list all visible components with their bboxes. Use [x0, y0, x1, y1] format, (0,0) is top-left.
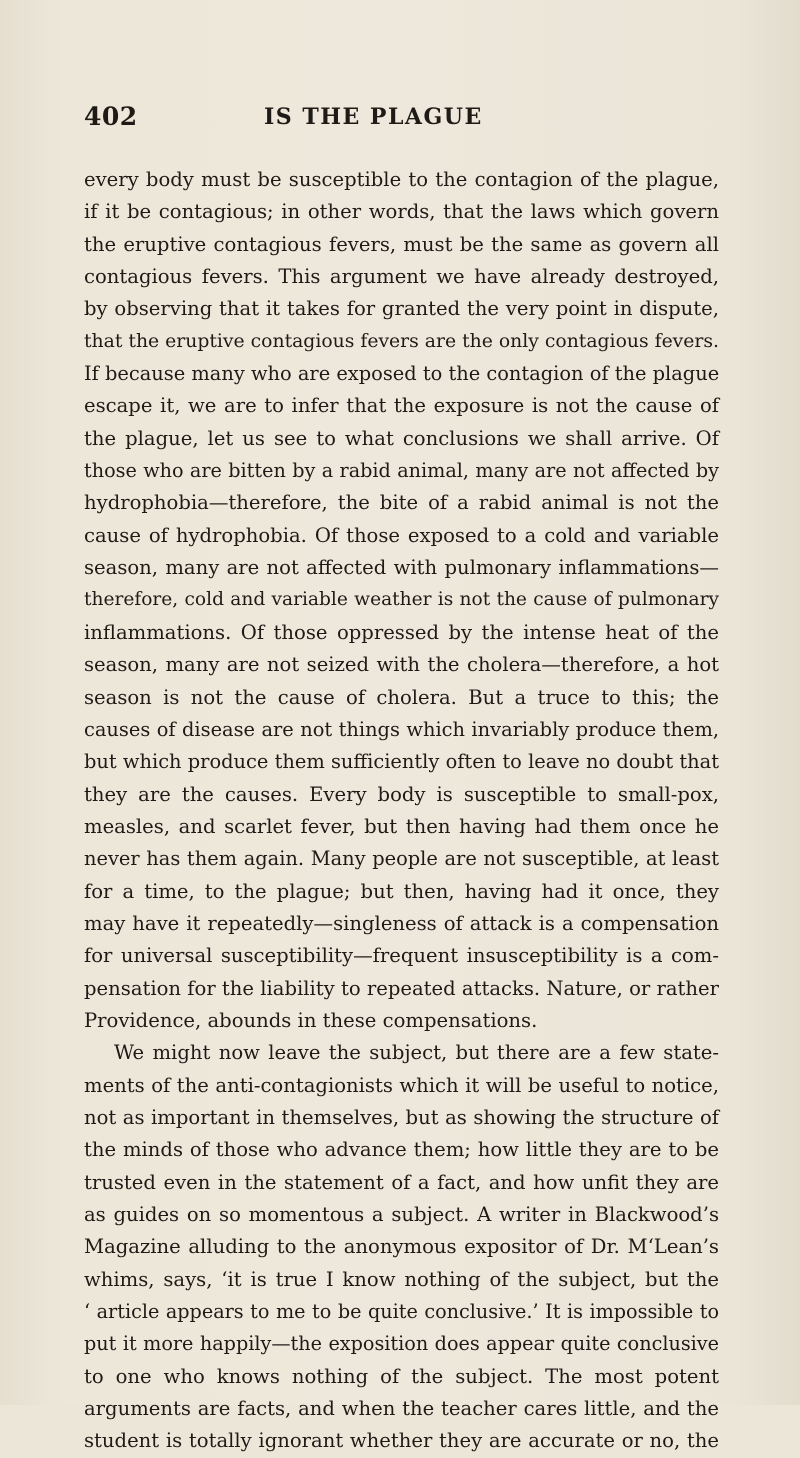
text-line: by observing that it takes for granted the very point in dispute, [84, 297, 719, 321]
body-text [84, 164, 719, 1458]
text-line: to one who knows nothing of the subject. The most potent [84, 1364, 719, 1388]
text-line: inflammations. Of those oppressed by the intense heat of the [84, 620, 719, 644]
text-line: for a time, to the plague; but then, having had it once, they [84, 879, 719, 903]
text-line: trusted even in the statement of a fact, and how unfit they are [84, 1170, 719, 1194]
text-line: pensation for the liability to repeated attacks. Nature, or rather [84, 976, 719, 1000]
running-head: IS THE PLAGUE [264, 104, 483, 130]
text-line: but which produce them sufficiently often to leave no doubt that [84, 750, 719, 774]
text-line: as guides on so momentous a subject. A writer in Blackwood’s [84, 1203, 719, 1226]
text-line: ‘ article appears to me to be quite conclusive.’ It is impossible to [84, 1300, 719, 1324]
text-line: season, many are not affected with pulmonary inflammations— [84, 556, 719, 580]
text-line: may have it repeatedly—singleness of attack is a compensation [84, 911, 719, 935]
text-line: those who are bitten by a rabid animal, many are not affected by [84, 459, 719, 483]
text-line: for universal susceptibility—frequent insusceptibility is a com- [84, 944, 719, 968]
text-line: the minds of those who advance them; how little they are to be [84, 1138, 719, 1162]
text-line: escape it, we are to infer that the exposure is not the cause of [84, 394, 719, 418]
text-line: If because many who are exposed to the contagion of the plague [84, 362, 720, 386]
text-line: the plague, let us see to what conclusions we shall arrive. Of [84, 426, 719, 450]
text-line: causes of disease are not things which invariably produce them, [84, 717, 719, 741]
text-line: every body must be susceptible to the contagion of the plague, [84, 168, 719, 191]
text-line: Providence, abounds in these compensations. [84, 1008, 538, 1032]
text-line: that the eruptive contagious fevers are the only contagious fevers. [84, 330, 719, 352]
text-line: contagious fevers. This argument we have already destroyed, [84, 265, 719, 289]
text-line: never has them again. Many people are not susceptible, at least [84, 847, 719, 871]
text-line: arguments are facts, and when the teacher cares little, and the [84, 1397, 719, 1421]
page-header [84, 100, 724, 140]
page-number: 402 [84, 102, 138, 131]
text-line: Magazine alluding to the anonymous expositor of Dr. M‘Lean’s [84, 1235, 719, 1259]
text-line: the eruptive contagious fevers, must be the same as govern all [84, 232, 719, 256]
text-line: put it more happily—the exposition does appear quite conclusive [84, 1332, 719, 1356]
text-line: measles, and scarlet fever, but then having had them once he [84, 814, 719, 838]
text-line: We might now leave the subject, but there are a few state- [114, 1041, 719, 1065]
text-line: season, many are not seized with the cholera—therefore, a hot [84, 653, 719, 677]
text-line: season is not the cause of cholera. But a truce to this; the [84, 685, 719, 709]
text-line: whims, says, ‘it is true I know nothing of the subject, but the [84, 1267, 719, 1291]
text-line: ments of the anti-contagionists which it will be useful to notice, [84, 1073, 719, 1097]
text-line: student is totally ignorant whether they are accurate or no, the [84, 1429, 719, 1453]
text-line: not as important in themselves, but as showing the structure of [84, 1105, 719, 1129]
text-line: cause of hydrophobia. Of those exposed to a cold and variable [84, 523, 719, 547]
text-line: they are the causes. Every body is susceptible to small-pox, [84, 782, 719, 806]
text-line: if it be contagious; in other words, that the laws which govern [84, 200, 719, 224]
text-line: hydrophobia—therefore, the bite of a rabid animal is not the [84, 491, 719, 515]
text-line: therefore, cold and variable weather is not the cause of pulmonary [84, 589, 719, 611]
